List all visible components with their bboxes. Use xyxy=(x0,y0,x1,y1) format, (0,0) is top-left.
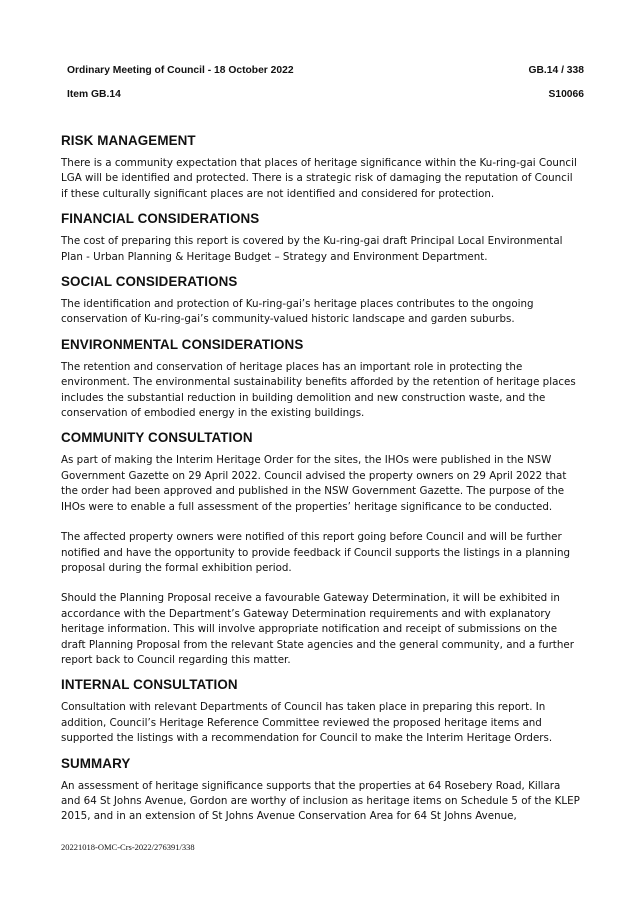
paragraph: The cost of preparing this report is covered by the Ku-ring-gai draft Principal Local Environmental Plan - Urban Planning & Heritage Budget – Strategy and Environment Department. xyxy=(61,235,563,263)
section-heading: RISK MANAGEMENT xyxy=(61,133,196,148)
header-row-item xyxy=(67,88,584,101)
paragraph: An assessment of heritage significance supports that the properties at 64 Rosebery Road, Killara and 64 St Johns Avenue, Gordon are worthy of inclusion as heritage items on Schedule 5 of the KLEP 2015, and in an extension of St Johns Avenue Conservation Area for 64 St Johns Avenue, xyxy=(61,779,580,823)
section-heading: INTERNAL CONSULTATION xyxy=(61,677,238,693)
section-summary xyxy=(61,755,581,825)
paragraph: Should the Planning Proposal receive a favourable Gateway Determination, it will be exhibited in accordance with the Department’s Gateway Determination requirements and with explanatory heritage information. This will involve appropriate notification and receipt of submissions on the draft Planning Proposal from the relevant State agencies and the general community, and a further report back to Council regarding this matter. xyxy=(61,592,574,666)
section-financial-considerations xyxy=(61,210,581,265)
paragraph: The identification and protection of Ku-ring-gai’s heritage places contributes to the ongoing conservation of Ku-ring-gai’s community-valued historic landscape and garden suburbs. xyxy=(61,298,534,326)
meeting-title: Ordinary Meeting of Council - 18 October 2022 xyxy=(67,65,294,76)
section-risk-management xyxy=(61,132,581,202)
section-environmental-considerations xyxy=(61,336,581,422)
section-social-considerations xyxy=(61,273,581,328)
section-heading: SOCIAL CONSIDERATIONS xyxy=(61,274,238,290)
page-reference: GB.14 / 338 xyxy=(528,65,584,76)
section-internal-consultation xyxy=(61,676,581,746)
section-heading: FINANCIAL CONSIDERATIONS xyxy=(61,211,260,227)
report-body xyxy=(61,132,581,833)
paragraph: The affected property owners were notified of this report going before Council and will be further notified and have the opportunity to provide feedback if Council supports the listings in a planning proposal during the formal exhibition period. xyxy=(61,531,571,574)
section-heading: ENVIRONMENTAL CONSIDERATIONS xyxy=(61,336,304,352)
footer-reference: 20221018-OMC-Crs-2022/276391/338 xyxy=(61,842,195,852)
document-code: S10066 xyxy=(548,89,584,100)
section-community-consultation xyxy=(61,429,581,668)
paragraph: As part of making the Interim Heritage Order for the sites, the IHOs were published in the NSW Government Gazette on 29 April 2022. Council advised the property owners on 29 April 2022 that the order had been approved and published in the NSW Government Gazette. The purpose of the IHOs were to enable a full assessment of the properties’ heritage significance to be conducted. xyxy=(61,454,567,513)
header-row-meeting xyxy=(67,64,584,77)
item-number: Item GB.14 xyxy=(67,89,121,100)
paragraph: The retention and conservation of heritage places has an important role in protecting the environment. The environmental sustainability benefits afforded by the retention of heritage places includes the substantial reduction in building demolition and new construction waste, and the conservation of embodied energy in the existing buildings. xyxy=(61,360,576,420)
paragraph: There is a community expectation that places of heritage significance within the Ku-ring-gai Council LGA will be identified and protected. There is a strategic risk of damaging the reputation of Council if these culturally significant places are not identified and considered for protection. xyxy=(61,157,577,200)
section-heading: SUMMARY xyxy=(61,755,131,771)
section-heading: COMMUNITY CONSULTATION xyxy=(61,430,253,446)
paragraph: Consultation with relevant Departments of Council has taken place in preparing this report. In addition, Council’s Heritage Reference Committee reviewed the proposed heritage items and supported the listings with a recommendation for Council to make the Interim Heritage Orders. xyxy=(61,701,553,745)
